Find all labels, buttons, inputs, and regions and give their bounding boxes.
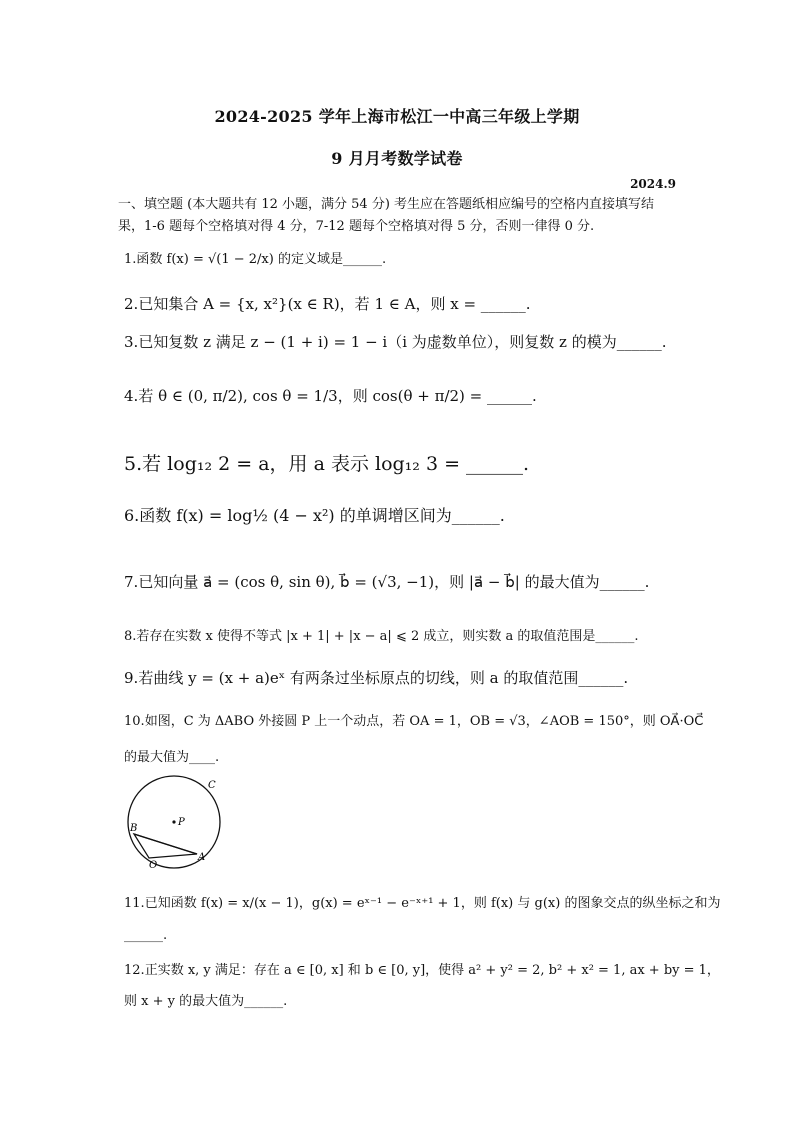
section-intro: 一、填空题 (本大题共有 12 小题，满分 54 分) 考生应在答题纸相应编号的空格内直接填写结果，1-6 题每个空格填对得 4 分，7-12 题每个空格填对得 5 分，否则一律得 0 分. <box>118 197 655 234</box>
question-6 <box>124 503 684 526</box>
question-text: 如图，C 为 ΔABO 外接圆 P 上一个动点，若 OA = 1，OB = √3，∠AOB = 150°，则 OA⃗·OC⃗ <box>144 714 704 729</box>
question-10-continuation: 的最大值为____. <box>124 750 220 765</box>
question-number: 4. <box>124 387 139 405</box>
question-10 <box>124 710 704 729</box>
question-number: 1. <box>124 252 137 267</box>
question-number: 3. <box>124 333 139 351</box>
question-text: 已知集合 A = {x, x²}(x ∈ R)，若 1 ∈ A，则 x = ______. <box>138 295 531 313</box>
question-text: 已知向量 a⃗ = (cos θ, sin θ), b⃗ = (√3, −1)，则 |a⃗ − b⃗| 的最大值为______. <box>138 573 650 591</box>
circumcircle-figure <box>122 772 232 872</box>
question-text: 正实数 x, y 满足：存在 a ∈ [0, x] 和 b ∈ [0, y]，使得 a² + y² = 2, b² + x² = 1, ax + by = 1， <box>144 963 720 978</box>
question-text: 若存在实数 x 使得不等式 |x + 1| + |x − a| ⩽ 2 成立，则实数 a 的取值范围是______. <box>136 629 639 644</box>
exam-date: 2024.9 <box>630 177 676 191</box>
question-2 <box>124 293 684 314</box>
question-text: 函数 f(x) = log½ (4 − x²) 的单调增区间为______. <box>139 506 505 525</box>
question-number: 2. <box>124 295 139 313</box>
label-o: O <box>149 860 158 871</box>
question-number: 9. <box>124 669 139 687</box>
question-3 <box>124 331 684 352</box>
question-number: 8. <box>124 629 137 644</box>
segment-ba <box>134 834 197 854</box>
question-text: 已知复数 z 满足 z − (1 + i) = 1 − i（i 为虚数单位），则复数 z 的模为______. <box>138 333 667 351</box>
question-1 <box>124 248 684 267</box>
question-text: 若曲线 y = (x + a)eˣ 有两条过坐标原点的切线，则 a 的取值范围______. <box>138 669 629 687</box>
question-number: 7. <box>124 573 139 591</box>
question-9 <box>124 667 684 688</box>
label-c: C <box>208 780 216 791</box>
question-5 <box>124 449 684 476</box>
question-4 <box>124 385 684 406</box>
question-text: 函数 f(x) = √(1 − 2/x) 的定义域是______. <box>136 252 387 267</box>
question-number: 10. <box>124 714 145 729</box>
center-point-p <box>172 820 175 823</box>
question-11 <box>124 892 721 911</box>
question-number: 11. <box>124 896 145 911</box>
question-text: 已知函数 f(x) = x/(x − 1)，g(x) = eˣ⁻¹ − e⁻ˣ⁺¹ + 1，则 f(x) 与 g(x) 的图象交点的纵坐标之和为 <box>144 896 721 911</box>
question-text: 若 θ ∈ (0, π/2), cos θ = 1/3，则 cos(θ + π/2) = ______. <box>138 387 537 405</box>
question-number: 5. <box>124 453 143 475</box>
question-12 <box>124 959 720 978</box>
exam-subtitle: 9 月月考数学试卷 <box>331 149 463 168</box>
question-11-continuation: ______. <box>124 928 168 943</box>
question-7 <box>124 571 684 592</box>
question-12-continuation: 则 x + y 的最大值为______. <box>124 994 288 1009</box>
question-8 <box>124 625 684 644</box>
question-number: 12. <box>124 963 145 978</box>
exam-title: 2024-2025 学年上海市松江一中高三年级上学期 <box>214 107 580 126</box>
question-text: 若 log₁₂ 2 = a，用 a 表示 log₁₂ 3 = ______. <box>142 453 530 475</box>
question-number: 6. <box>124 506 140 525</box>
label-b: B <box>130 823 138 834</box>
label-p: P <box>178 817 185 828</box>
label-a: A <box>198 852 206 863</box>
